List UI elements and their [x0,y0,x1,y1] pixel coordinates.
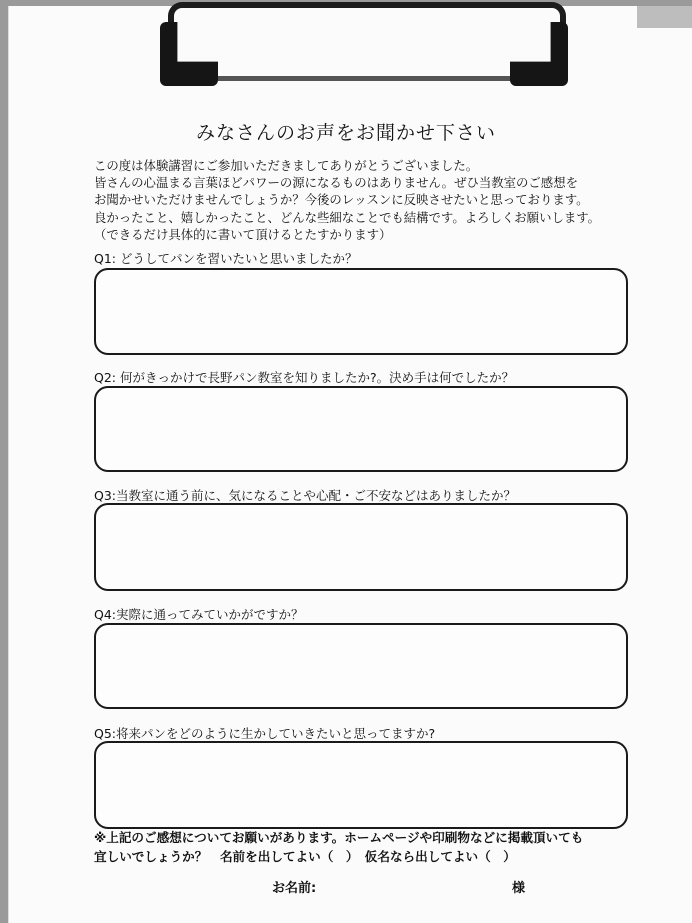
clipboard-clip-bar [205,76,523,81]
name-label: お名前: [272,881,317,896]
answer-box-1[interactable] [94,268,628,355]
answer-box-3[interactable] [94,503,628,591]
intro-line: （できるだけ具体的に書いて頂けるとたすかります） [94,226,392,242]
question-1-label: Q1: どうしてパンを習いたいと思いましたか？ [94,251,358,266]
answer-box-5[interactable] [94,741,628,829]
consent-line: ※上記のご感想についてお願いがあります。ホームページや印刷物などに掲載頂いても [94,830,584,845]
question-2-label: Q2: 何がきっかけで長野パン教室を知りましたか?。決め手は何でしたか？ [94,370,515,385]
answer-box-2[interactable] [94,386,628,472]
intro-line: 皆さんの心温まる言葉ほどパワーの源になるものはありません。ぜひ当教室のご感想を [94,175,578,191]
form-title: みなさんのお声をお聞かせ下さい [195,122,496,144]
background-edge [637,6,692,28]
intro-text [94,157,654,243]
answer-box-4[interactable] [94,623,628,709]
intro-line: お聞かせいただけませんでしょうか？今後のレッスンに反映させたいと思っております。 [94,192,589,208]
honorific-label: 様 [512,881,526,896]
consent-line: 宜しいでしょうか？ 名前を出してよい（ ） 仮名なら出してよい（ ） [94,849,516,864]
intro-line: この度は体験講習にご参加いただきましてありがとうございました。 [94,158,479,173]
consent-note [94,828,654,866]
intro-line: 良かったこと、嬉しかったこと、どんな些細なことでも結構です。よろしくお願いします。 [94,209,601,225]
question-5-label: Q5:将来パンをどのように生かしていきたいと思ってますか? [94,726,436,741]
question-4-label: Q4:実際に通ってみていかがですか？ [94,607,304,622]
clipboard-clip-wire [168,2,566,28]
question-3-label: Q3:当教室に通う前に、気になることや心配・ご不安などはありましたか？ [94,488,517,503]
